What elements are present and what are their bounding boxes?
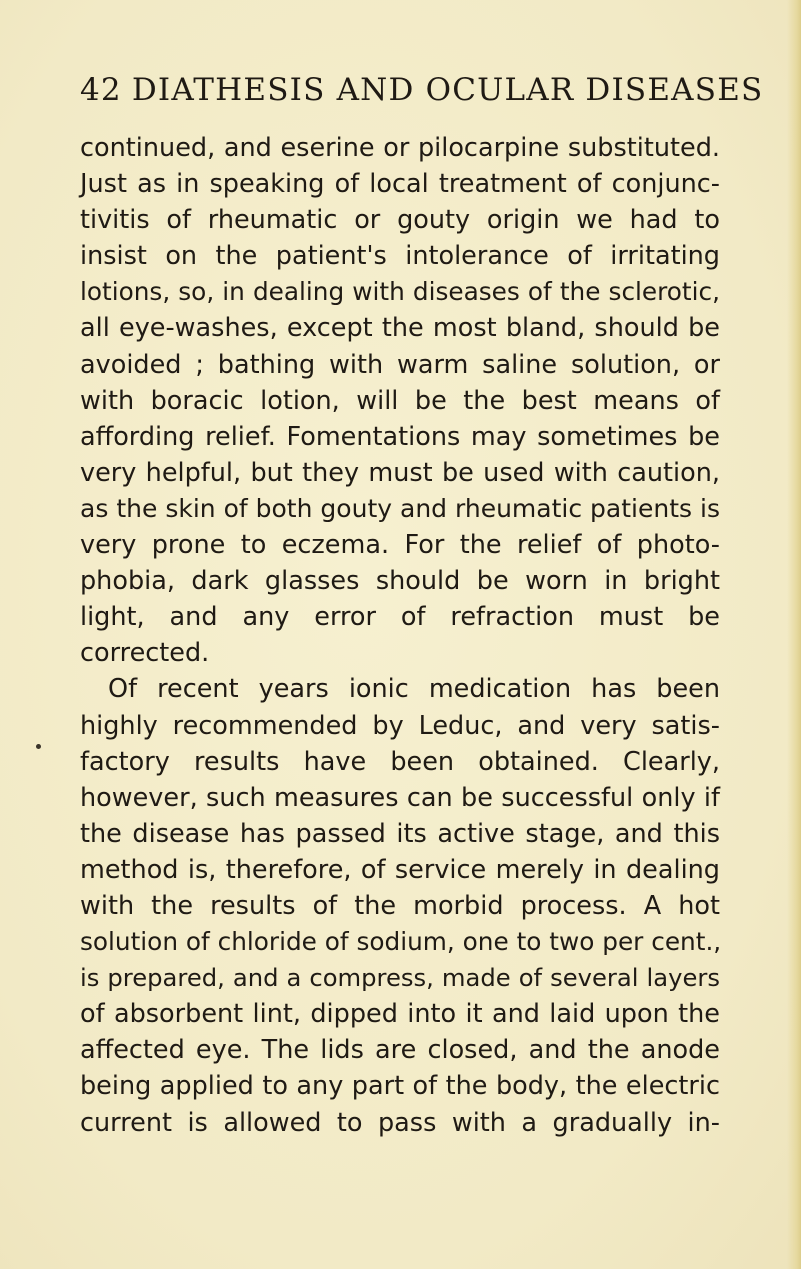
text-line: factory results have been obtained. Clearly,	[80, 746, 720, 777]
text-line: Just as in speaking of local treatment of conjunc-	[80, 169, 720, 200]
page-edge-shadow	[787, 0, 801, 1269]
text-line: solution of chloride of sodium, one to two per cent.,	[80, 927, 722, 957]
text-line: being applied to any part of the body, the electric	[80, 1071, 720, 1102]
text-line: phobia, dark glasses should be worn in bright	[80, 566, 720, 597]
text-line: continued, and eserine or pilocarpine substituted.	[80, 133, 720, 163]
text-line: highly recommended by Leduc, and very satis-	[80, 710, 720, 741]
text-line: light, and any error of refraction must be	[80, 602, 720, 633]
text-line: insist on the patient's intolerance of irritating	[80, 241, 720, 272]
text-line: is prepared, and a compress, made of several layers	[80, 963, 720, 993]
text-line: with the results of the morbid process. A hot	[80, 890, 720, 921]
text-line: however, such measures can be successful only if	[80, 782, 720, 813]
text-line: of absorbent lint, dipped into it and laid upon the	[80, 999, 720, 1030]
running-head	[80, 72, 764, 108]
body-text	[80, 130, 720, 1141]
text-line: affected eye. The lids are closed, and the anode	[80, 1035, 720, 1066]
running-title: DIATHESIS AND OCULAR DISEASES	[131, 72, 764, 108]
text-line: tivitis of rheumatic or gouty origin we had to	[80, 205, 720, 236]
margin-mark	[36, 744, 41, 749]
text-line: affording relief. Fomentations may sometimes be	[80, 421, 720, 452]
text-line: current is allowed to pass with a gradually in-	[80, 1107, 720, 1138]
text-line: as the skin of both gouty and rheumatic patients is	[80, 493, 720, 523]
paragraph-1	[80, 130, 720, 671]
text-line: avoided ; bathing with warm saline solution, or	[80, 349, 720, 380]
page-number: 42	[80, 72, 122, 108]
text-line: very prone to eczema. For the relief of photo-	[80, 530, 720, 561]
text-line: corrected.	[80, 638, 210, 669]
text-line: method is, therefore, of service merely in dealing	[80, 854, 720, 885]
text-line: lotions, so, in dealing with diseases of the sclerotic,	[80, 277, 720, 307]
text-line: all eye-washes, except the most bland, should be	[80, 313, 720, 344]
paragraph-2	[80, 671, 720, 1140]
text-line: Of recent years ionic medication has been	[108, 674, 720, 705]
text-line: the disease has passed its active stage, and this	[80, 818, 720, 849]
text-line: with boracic lotion, will be the best means of	[80, 385, 720, 416]
text-line: very helpful, but they must be used with caution,	[80, 457, 720, 488]
